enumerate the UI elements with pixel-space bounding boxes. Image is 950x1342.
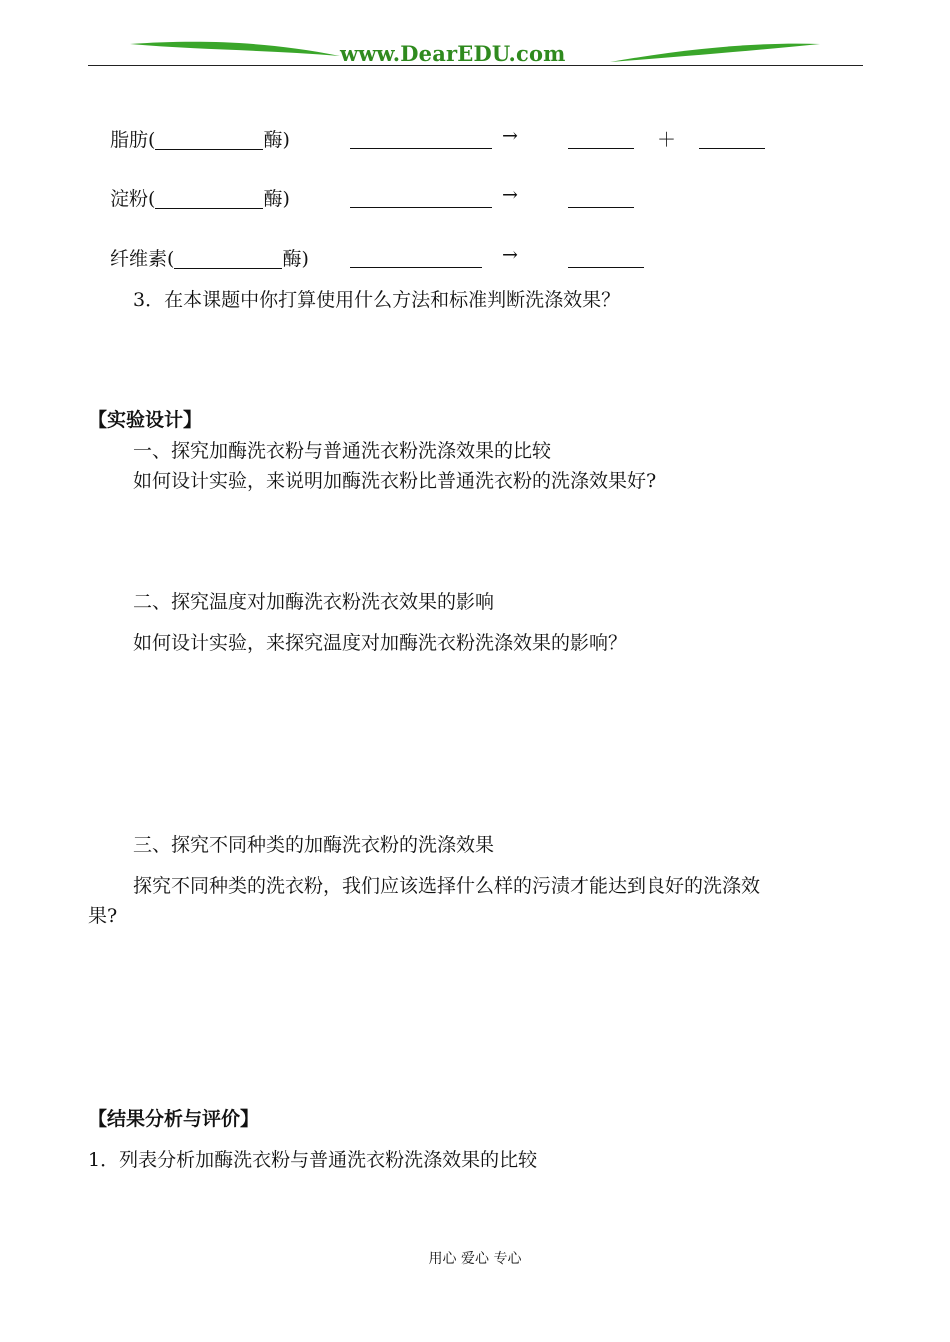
- arrow-symbol: →: [502, 244, 518, 266]
- footer-motto: 用心 爱心 专心: [428, 1251, 522, 1267]
- right-swoosh: [610, 44, 820, 62]
- design-part3-question: 探究不同种类的洗衣粉，我们应该选择什么样的污渍才能达到良好的洗涤效: [133, 875, 761, 897]
- enzyme-blank: [174, 248, 282, 269]
- enzyme-suffix: 酶: [282, 248, 302, 270]
- reaction-row-cellulose: 纤维素( 酶): [110, 248, 309, 270]
- reaction-row-fat: 脂肪( 酶): [110, 129, 290, 151]
- design-part2-title: 二、探究温度对加酶洗衣粉洗衣效果的影响: [133, 591, 495, 613]
- substrate-label: 脂肪: [110, 129, 149, 151]
- design-part1-question: 如何设计实验，来说明加酶洗衣粉比普通洗衣粉的洗涤效果好?: [133, 470, 657, 492]
- substrate-blank: [350, 247, 482, 268]
- product-blank: [568, 187, 634, 208]
- substrate-label: 淀粉: [110, 188, 149, 210]
- substrate-blank: [350, 187, 492, 208]
- plus-symbol: ＋: [657, 129, 677, 151]
- substrate-blank: [350, 128, 492, 149]
- arrow-symbol: →: [502, 125, 518, 147]
- design-part2-question: 如何设计实验，来探究温度对加酶洗衣粉洗涤效果的影响？: [133, 632, 628, 654]
- section-heading-design: 【实验设计】: [88, 409, 203, 431]
- enzyme-suffix: 酶: [263, 188, 283, 210]
- left-swoosh: [130, 42, 340, 56]
- header-divider: [88, 65, 863, 66]
- design-part3-question-cont: 果?: [88, 905, 118, 927]
- reaction-row-starch: 淀粉( 酶): [110, 188, 290, 210]
- question-3: 3．在本课题中你打算使用什么方法和标准判断洗涤效果？: [133, 289, 621, 311]
- substrate-label: 纤维素: [110, 248, 168, 270]
- arrow-symbol: →: [502, 184, 518, 206]
- design-part3-title: 三、探究不同种类的加酶洗衣粉的洗涤效果: [133, 834, 495, 856]
- section-heading-results: 【结果分析与评价】: [88, 1108, 260, 1130]
- product-blank-1: [568, 128, 634, 149]
- enzyme-suffix: 酶: [263, 129, 283, 151]
- product-blank-2: [699, 128, 765, 149]
- enzyme-blank: [155, 188, 263, 209]
- design-part1-title: 一、探究加酶洗衣粉与普通洗衣粉洗涤效果的比较: [133, 440, 552, 462]
- enzyme-blank: [155, 129, 263, 150]
- site-name-logo: www.DearEDU.com: [340, 41, 566, 66]
- results-item-1: 1．列表分析加酶洗衣粉与普通洗衣粉洗涤效果的比较: [88, 1149, 538, 1171]
- product-blank: [568, 247, 644, 268]
